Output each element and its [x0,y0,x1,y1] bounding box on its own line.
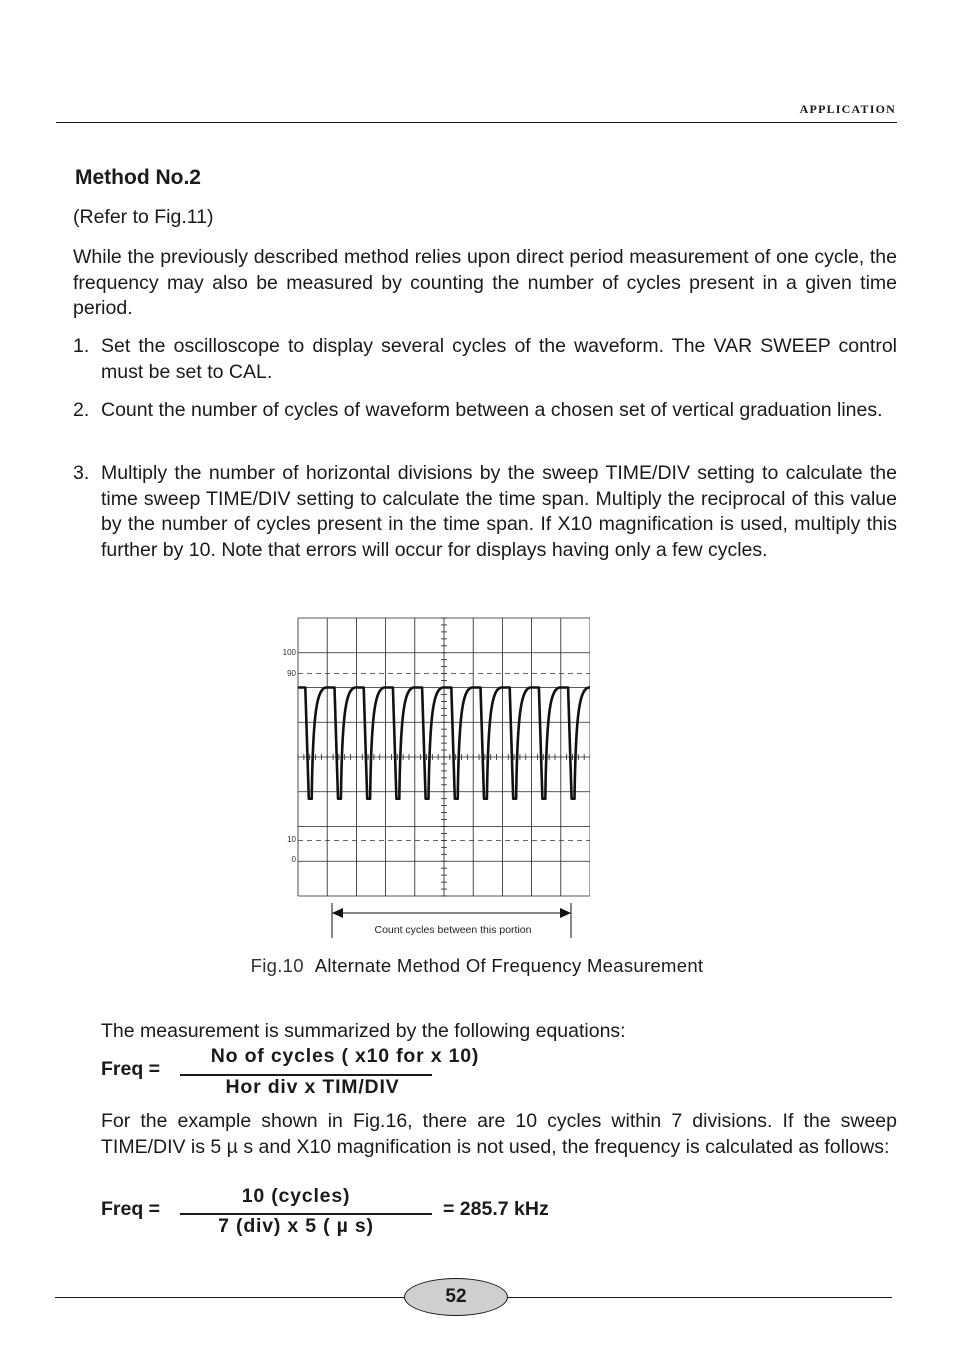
scale-label-0: 0 [291,855,296,864]
freq-label-1: Freq = [101,1058,161,1080]
bracket-left-arrow [332,908,343,918]
step-number: 2. [73,399,90,421]
figure-reference: (Refer to Fig.11) [73,206,214,228]
step-2 [73,398,897,424]
equation-1-denominator: Hor div x TIM/DIV [225,1076,400,1098]
page-number: 52 [404,1278,508,1316]
step-3 [73,461,897,563]
oscilloscope-figure [270,608,590,948]
freq-label-2: Freq = [101,1198,161,1220]
step-text: Count the number of cycles of waveform between a chosen set of vertical graduation lines. [101,399,883,421]
scale-label-10: 10 [287,835,296,844]
header-divider [56,122,897,123]
equation-2-result: = 285.7 kHz [443,1198,549,1220]
figure-title: Alternate Method Of Frequency Measurement [314,955,704,976]
figure-caption [0,955,954,977]
scale-label-90: 90 [287,669,296,678]
step-number: 3. [73,462,90,484]
step-1 [73,334,897,385]
scale-label-100: 100 [282,648,296,657]
equation-1-numerator: No of cycles ( x10 for x 10) [210,1045,480,1067]
equation-2-numerator: 10 (cycles) [241,1185,351,1207]
bracket-label: Count cycles between this portion [374,924,532,936]
step-text: Set the oscilloscope to display several cycles of the waveform. The VAR SWEEP control must be set to CAL. [101,335,897,383]
step-number: 1. [73,335,90,357]
summary-text: The measurement is summarized by the following equations: [101,1020,626,1042]
section-header: APPLICATION [799,102,896,116]
step-text: Multiply the number of horizontal divisions by the sweep TIME/DIV setting to calculate the time sweep TIME/DIV setting to calculate the time span. Multiply the reciprocal of this value by the number of cycles present in the time span. If X10 magnification is used, multiply this further by 10. Note that errors will occur for displays having only a few cycles. [101,462,897,561]
intro-paragraph: While the previously described method relies upon direct period measurement of one cycle, the frequency may also be measured by counting the number of cycles present in a given time period. [73,246,897,319]
bracket-right-arrow [560,908,571,918]
equation-2-denominator: 7 (div) x 5 ( µ s) [218,1215,374,1237]
method-title: Method No.2 [75,166,201,189]
figure-number: Fig.10 [250,955,304,976]
example-paragraph: For the example shown in Fig.16, there are 10 cycles within 7 divisions. If the sweep TIME/DIV is 5 µ s and X10 magnification is not used, the frequency is calculated as follows: [101,1110,897,1158]
